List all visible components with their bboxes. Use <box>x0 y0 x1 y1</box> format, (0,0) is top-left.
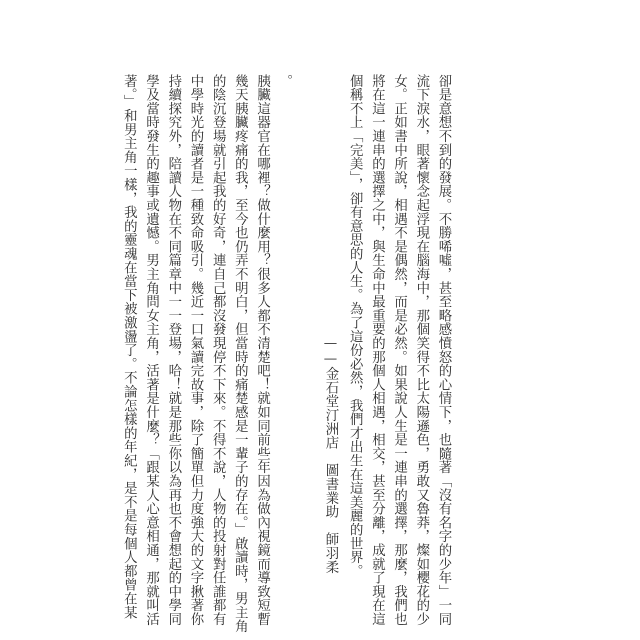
vertical-text-body <box>121 74 454 634</box>
text-column: 流下淚水，眼著懷念起浮現在腦海中，那個笑得不比太陽遜色，勇敢又魯莽，燦如櫻花的少 <box>413 74 429 626</box>
text-column: 學及當時發生的趣事或遺憾。男主角問女主角，活著是什麼？「跟某人心意相通，那就叫活 <box>143 74 159 626</box>
text-column: 個稱不上「完美」，卻有意思的人生。為了這份必然，我們才出生在這美麗的世界。 <box>347 74 363 578</box>
text-column: 女。正如書中所說，相遇不是偶然，而是必然。如果說人生是一連串的選擇，那麼，我們也 <box>391 74 407 626</box>
text-column: 將在這一連串的選擇之中，與生命中最重要的那個人相遇，相交，甚至分離，成就了現在這 <box>369 74 385 626</box>
review-attribution: ——金石堂汀洲店 圖書業助 師羽柔 <box>322 336 338 574</box>
text-column: 中學時光的讀者是一種致命吸引。幾近一口氣讀完故事，除了簡單但力度強大的文字揪著你 <box>187 74 203 626</box>
text-column: 。 <box>276 74 292 88</box>
text-column: 幾天胰臟疼痛的我，至今也仍弄不明白，但當時的痛楚感是一輩子的存在。」啟讀時，男主角 <box>232 74 248 634</box>
text-column: 胰臟這器官在哪裡？做什麼用？很多人都不清楚吧！就如同前些年因為做內視鏡而導致短暫 <box>254 74 270 626</box>
section-gap <box>295 74 319 574</box>
text-column: 的陰沉登場就引起我的好奇，連自己都沒發現停不下來。不得不說，人物的投射對任誰都有 <box>210 74 226 626</box>
text-column: 持續探究外，陪讀人物在不同篇章中一一登場，哈！就是那些你以為再也不會想起的中學同 <box>165 74 181 626</box>
text-column: 著。」和男主角一樣，我的靈魂在當下被激盪了。不論怎樣的年紀，是不是每個人都曾在某 <box>121 74 137 620</box>
text-column: 卻是意想不到的發展。不勝唏噓，甚至略感憤怒的心情下，也隨著「沒有名字的少年」一同 <box>436 74 451 626</box>
